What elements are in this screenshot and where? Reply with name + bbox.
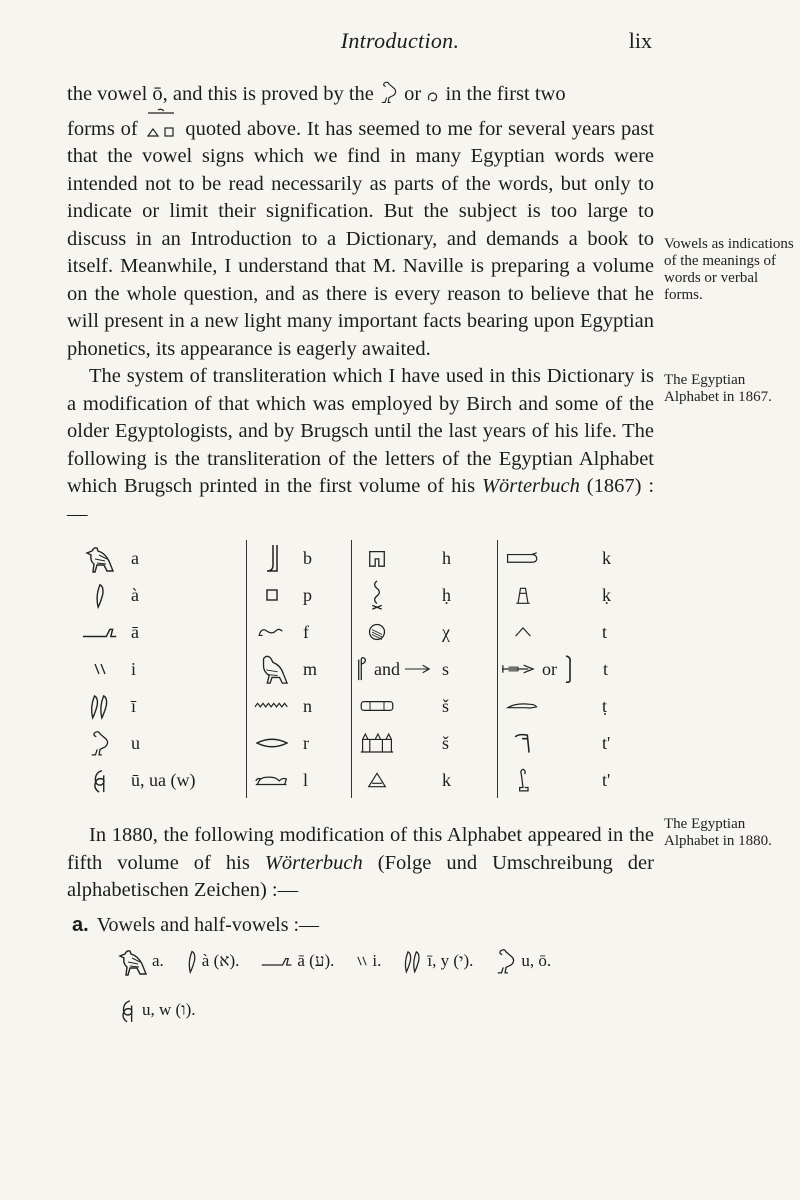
table-cell (247, 725, 309, 761)
house-icon (367, 548, 387, 568)
water-icon (254, 701, 290, 711)
vowel-value: u, ō. (521, 951, 552, 970)
table-cell (352, 614, 450, 650)
and-label: and (374, 658, 400, 679)
vulture-icon (118, 946, 148, 976)
folded-cloth-icon (357, 655, 369, 683)
table-value: ṭ (602, 695, 608, 716)
bread-loaf-icon (514, 626, 532, 638)
table-cell (352, 762, 451, 798)
table-cell (352, 725, 449, 761)
table-value: s (442, 658, 450, 679)
table-value: χ (442, 621, 450, 642)
table-value: ī (131, 695, 137, 716)
table-value: l (303, 769, 309, 790)
paragraph2-tail: (1867) :— (67, 475, 655, 525)
table-cell (352, 540, 451, 576)
jar-stand-icon (513, 585, 533, 605)
table-value: f (303, 621, 309, 642)
forearm-icon (261, 955, 293, 967)
rope-coil-icon (118, 996, 138, 1024)
double-reed-icon (403, 948, 423, 974)
table-cell (247, 577, 312, 613)
table-cell (247, 651, 317, 687)
table-value: b (303, 547, 312, 568)
paragraph-line1-end: in the first two (445, 83, 566, 105)
table-value: š (442, 732, 450, 753)
paragraph-line2-start: forms of (67, 117, 138, 140)
table-cell (498, 688, 607, 724)
table-cell (75, 762, 195, 798)
paragraph-line1-start: the vowel ō, and this is proved by the (67, 83, 374, 105)
rope-coil-icon (89, 766, 111, 794)
cobra-icon (513, 765, 533, 795)
margin-note-1880: The Egyptian Alphabet in 1880. (664, 816, 772, 849)
table-value: t (602, 621, 608, 642)
mouth-icon (256, 737, 288, 749)
paragraph-rest: years past that the vowel signs which we find in many Egyptian words were intended not to be read necessarily as parts of the words, but only to indicate or limit their signification. But the subject is too large to discuss in an Introduction to a Dictionary, and demands a book to itself. Meanwhile, I understand that M. Naville is preparing a volume on the whole question, and as there is every reason to believe that he will present in a new light many important facts bearing upon Egyptian phonetics, its appearance is eagerly awaited. (67, 117, 655, 360)
table-cell (247, 540, 312, 576)
quail-chick-icon (379, 80, 399, 104)
vowel-value: i. (372, 951, 382, 970)
table-cell (75, 688, 136, 724)
table-cell (75, 651, 136, 687)
vowel-value: à (א). (201, 951, 240, 970)
paragraph-line2-end: quoted above. It has seemed to me for several (185, 117, 567, 140)
table-value: t' (602, 769, 611, 790)
hieroglyph-group-icon (144, 109, 180, 139)
quail-chick-icon (89, 729, 111, 757)
forearm-icon (82, 625, 118, 639)
foot-icon (265, 543, 279, 573)
basket-icon (505, 552, 541, 564)
hook-icon (510, 730, 536, 756)
bracket-stroke-icon (563, 654, 573, 684)
table-value: k (442, 769, 451, 790)
table-cell (498, 725, 610, 761)
quail-chick-icon (495, 947, 517, 975)
vowel-value: u, w (ו). (142, 1000, 196, 1019)
table-cell (498, 762, 610, 798)
twisted-wick-icon (370, 579, 384, 611)
tethering-rope-icon (501, 663, 535, 675)
table-value: ā (131, 621, 139, 642)
table-cell (75, 614, 139, 650)
table-value: t (603, 658, 609, 679)
table-cell (498, 614, 607, 650)
table-value: à (131, 584, 139, 605)
table-cell (352, 577, 451, 613)
table-cell (352, 688, 449, 724)
rope-curl-icon (426, 90, 440, 104)
reed-leaf-icon (186, 948, 198, 974)
table-value: š (442, 695, 450, 716)
table-value: u (131, 732, 140, 753)
vowel-item (118, 996, 195, 1024)
section-letter: a. (72, 914, 89, 936)
margin-note-1867: The Egyptian Alphabet in 1867. (664, 372, 772, 405)
paragraph-line1-or: or (404, 83, 422, 105)
hand-icon (506, 700, 540, 712)
table-cell (498, 577, 611, 613)
vulture-icon (85, 543, 115, 573)
vowel-value: a. (152, 951, 164, 970)
running-head-title: Introduction. (340, 28, 460, 53)
paragraph-transliteration (67, 363, 654, 528)
table-value: ū, ua (w) (131, 769, 196, 790)
paragraph3-text: In 1880, the following modification of this Alphabet appeared in the fifth volume of his (67, 824, 654, 874)
section-heading (72, 914, 319, 937)
table-value: ḳ (602, 584, 611, 605)
table-cell (247, 688, 312, 724)
vowel-item (186, 948, 240, 974)
hill-slope-icon (367, 771, 387, 789)
double-stroke-icon (93, 663, 107, 675)
vowels-1880-row1 (118, 946, 573, 976)
table-value: h (442, 547, 451, 568)
vowel-item (356, 951, 381, 971)
double-stroke-icon (356, 956, 368, 966)
table-value: ḥ (442, 584, 451, 605)
vowels-1880-row2 (118, 996, 217, 1024)
paragraph2-text: The system of transliteration which I have used in this Dictionary is a modification of that which was employed by Birch and some of the older Egyptologists, and by Brugsch until the last years of his life. The following is the transliteration of the letters of the Egyptian Alphabet which Brugsch printed in the first volume of his (67, 365, 654, 497)
reed-leaf-icon (94, 581, 106, 609)
table-value: a (131, 547, 139, 568)
vowel-value: ī, y (י). (427, 951, 474, 970)
table-cell (498, 540, 611, 576)
vowel-item (118, 946, 164, 976)
table-value: r (303, 732, 309, 753)
table-cell (75, 540, 139, 576)
table-value: n (303, 695, 312, 716)
paragraph-vowel-signs (67, 80, 654, 528)
stool-icon (265, 588, 279, 602)
table-cell (247, 762, 308, 798)
or-label: or (542, 658, 557, 679)
vowel-value: ā (ע). (297, 951, 335, 970)
vowel-item (495, 947, 551, 975)
table-value: m (303, 658, 318, 679)
double-reed-icon (89, 692, 111, 720)
alphabet-table-1867 (75, 540, 675, 802)
placenta-icon (367, 622, 387, 642)
pool-icon (359, 699, 395, 713)
owl-icon (256, 653, 288, 685)
table-cell (352, 651, 449, 687)
table-cell (75, 725, 140, 761)
section-title: Vowels and half-vowels :— (96, 914, 320, 936)
table-value: p (303, 584, 312, 605)
page-number: lix (628, 28, 652, 53)
horned-viper-icon (258, 626, 286, 638)
table-cell (75, 577, 139, 613)
vowel-item (403, 948, 473, 974)
paragraph3-tail: (Folge und Umschreibung der alphabetischen Zeichen) :— (67, 851, 654, 901)
lion-icon (254, 773, 290, 787)
margin-note-vowels: Vowels as indications of the meanings of words or verbal forms. (664, 236, 794, 303)
table-value: k (602, 547, 611, 568)
work-title: Wörterbuch (481, 475, 580, 497)
garden-icon (359, 732, 395, 754)
table-value: i (131, 658, 137, 679)
paragraph-1880 (67, 822, 654, 905)
work-title: Wörterbuch (264, 851, 363, 874)
table-cell (498, 651, 608, 687)
table-value: t' (602, 732, 611, 753)
bolt-icon (404, 664, 432, 674)
vowel-item (261, 951, 334, 971)
table-cell (247, 614, 309, 650)
